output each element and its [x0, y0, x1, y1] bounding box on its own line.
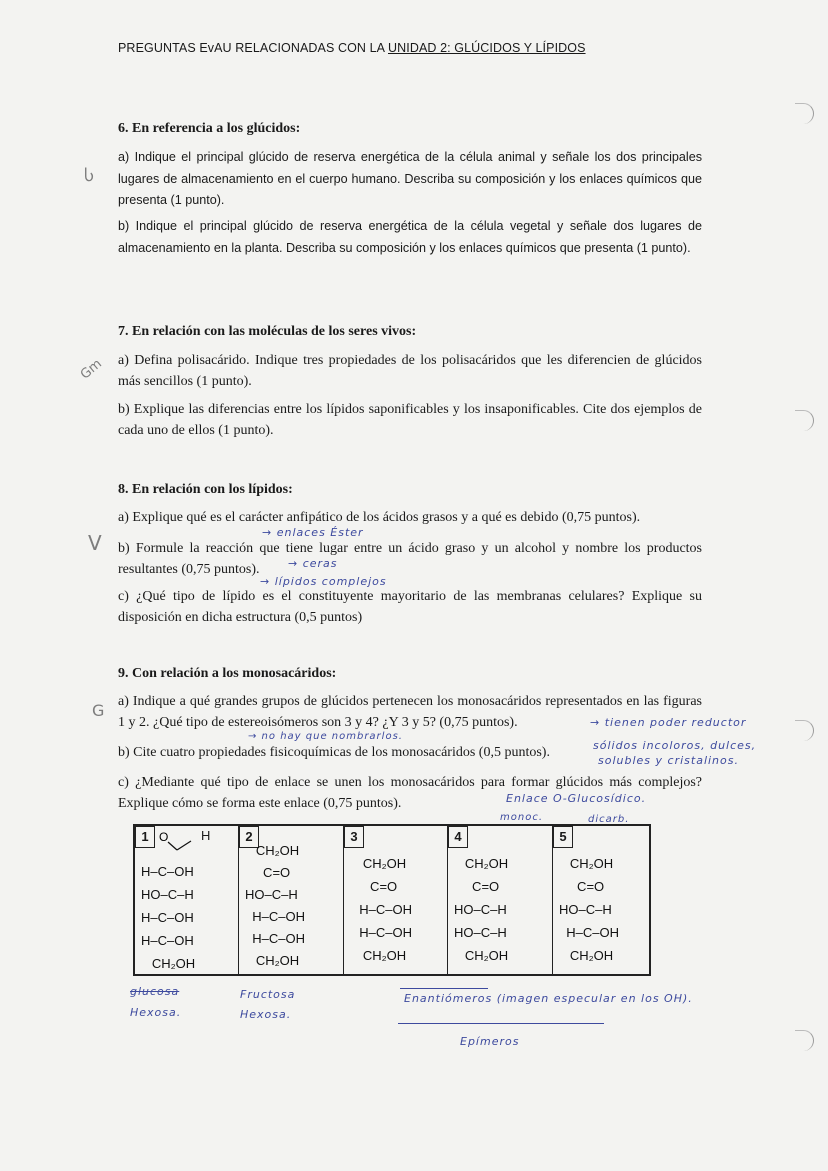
structure-formula: CH₂OH C=O HO–C–H HO–C–H CH₂OH	[454, 856, 509, 963]
note-epimeros: Epímeros	[460, 1035, 520, 1048]
q9-title: 9. Con relación a los monosacáridos:	[118, 666, 337, 681]
q8-part-a: a) Explique qué es el carácter anfipático de los ácidos grasos y a qué es debido (0,75 puntos).	[118, 510, 641, 525]
margin-bracket	[795, 1030, 814, 1051]
structure-formula: CH₂OH C=O H–C–OH H–C–OH CH₂OH	[359, 856, 412, 963]
structure-formula: CH₂OH C=O HO–C–H H–C–OH CH₂OH	[559, 856, 619, 963]
q6-part-a: a) Indique el principal glúcido de reserva energética de la célula animal y señale los dos principales lugares de almacenamiento en el cuerpo humano. Describa su composición y los enlaces químicos que presenta (1 punto).	[118, 150, 702, 207]
note-enantiomeros: Enantiómeros (imagen especular en los OH).	[404, 992, 693, 1005]
figure-number: 4	[448, 826, 468, 848]
margin-mark-q9: G	[92, 701, 105, 720]
structure-formula: H–C–OH HO–C–H H–C–OH H–C–OH CH₂OH	[141, 864, 196, 971]
q6-title: 6. En referencia a los glúcidos:	[118, 121, 301, 136]
note-monoc: monoc.	[500, 812, 543, 823]
margin-mark-q8: V	[88, 531, 102, 555]
header-unit: UNIDAD 2: GLÚCIDOS Y LÍPIDOS	[388, 41, 586, 55]
margin-bracket	[795, 103, 814, 124]
figure-1	[135, 826, 239, 974]
header-prefix: PREGUNTAS EvAU RELACIONADAS CON LA	[118, 41, 388, 55]
svg-text:O: O	[159, 830, 169, 844]
figure-number: 3	[344, 826, 364, 848]
note-nombrarlos: → no hay que nombrarlos.	[248, 731, 403, 742]
margin-mark-q7: Gm	[77, 356, 105, 383]
note-glucosa: glucosa	[130, 985, 180, 998]
margin-mark-q6: Ⴑ	[84, 166, 94, 185]
note-poder-reductor: → tienen poder reductor	[590, 716, 747, 729]
page-header	[118, 41, 586, 55]
structure-formula: CH₂OH C=O HO–C–H H–C–OH H–C–OH CH₂OH	[245, 843, 305, 968]
note-solubles: solubles y cristalinos.	[598, 754, 739, 767]
q8-part-c: c) ¿Qué tipo de lípido es el constituyente mayoritario de las membranas celulares? Explique su disposición en dicha estructura (0,5 puntos)	[118, 589, 702, 625]
note-enlaces-ester: → enlaces Éster	[262, 526, 364, 539]
q8-part-b: b) Formule la reacción que tiene lugar entre un ácido graso y un alcohol y nombre los productos resultantes (0,75 puntos).	[118, 541, 702, 577]
note-solidos: sólidos incoloros, dulces,	[593, 739, 757, 752]
figure-3	[344, 826, 448, 974]
monosaccharide-figures	[133, 824, 651, 976]
q9-part-b: b) Cite cuatro propiedades fisicoquímicas de los monosacáridos (0,5 puntos).	[118, 745, 550, 760]
q7-title: 7. En relación con las moléculas de los seres vivos:	[118, 324, 417, 339]
q7-part-a: a) Defina polisacárido. Indique tres propiedades de los polisacáridos que les diferencien de glúcidos más sencillos (1 punto).	[118, 353, 702, 389]
note-lipidos-complejos: → lípidos complejos	[260, 575, 387, 588]
q9-part-a: a) Indique a qué grandes grupos de glúcidos pertenecen los monosacáridos representados en las figuras 1 y 2. ¿Qué tipo de estereoisómeros son 3 y 4? ¿Y 3 y 5? (0,75 puntos).	[118, 694, 702, 730]
margin-bracket	[795, 410, 814, 431]
note-fructosa: Fructosa	[240, 988, 296, 1001]
aldehyde-h: H	[201, 828, 211, 843]
figure-4	[448, 826, 553, 974]
note-dicarb: dicarb.	[588, 814, 630, 825]
note-hexosa-2: Hexosa.	[240, 1008, 292, 1021]
note-hexosa-1: Hexosa.	[130, 1006, 182, 1019]
figure-number: 5	[553, 826, 573, 848]
q7-part-b: b) Explique las diferencias entre los lípidos saponificables y los insaponificables. Cite dos ejemplos de cada uno de ellos (1 punto).	[118, 402, 702, 438]
enantiomer-arrow	[400, 988, 488, 989]
figure-2	[239, 826, 344, 974]
q6-part-b: b) Indique el principal glúcido de reserva energética de la célula vegetal y señale dos lugares de almacenamiento en la planta. Describa su composición y los enlaces químicos que presenta (1 punto).	[118, 219, 702, 255]
epimer-arrow	[398, 1023, 604, 1024]
q9-part-c: c) ¿Mediante qué tipo de enlace se unen los monosacáridos para formar glúcidos más complejos? Explique cómo se forma este enlace (0,75 puntos).	[118, 775, 702, 811]
note-ceras: → ceras	[288, 557, 338, 570]
figure-number: 2	[239, 826, 259, 848]
figure-number: 1	[135, 826, 155, 848]
note-enlace-o: Enlace O-Glucosídico.	[506, 792, 647, 805]
q8-title: 8. En relación con los lípidos:	[118, 482, 293, 497]
figure-5	[553, 826, 653, 974]
margin-bracket	[795, 720, 814, 741]
